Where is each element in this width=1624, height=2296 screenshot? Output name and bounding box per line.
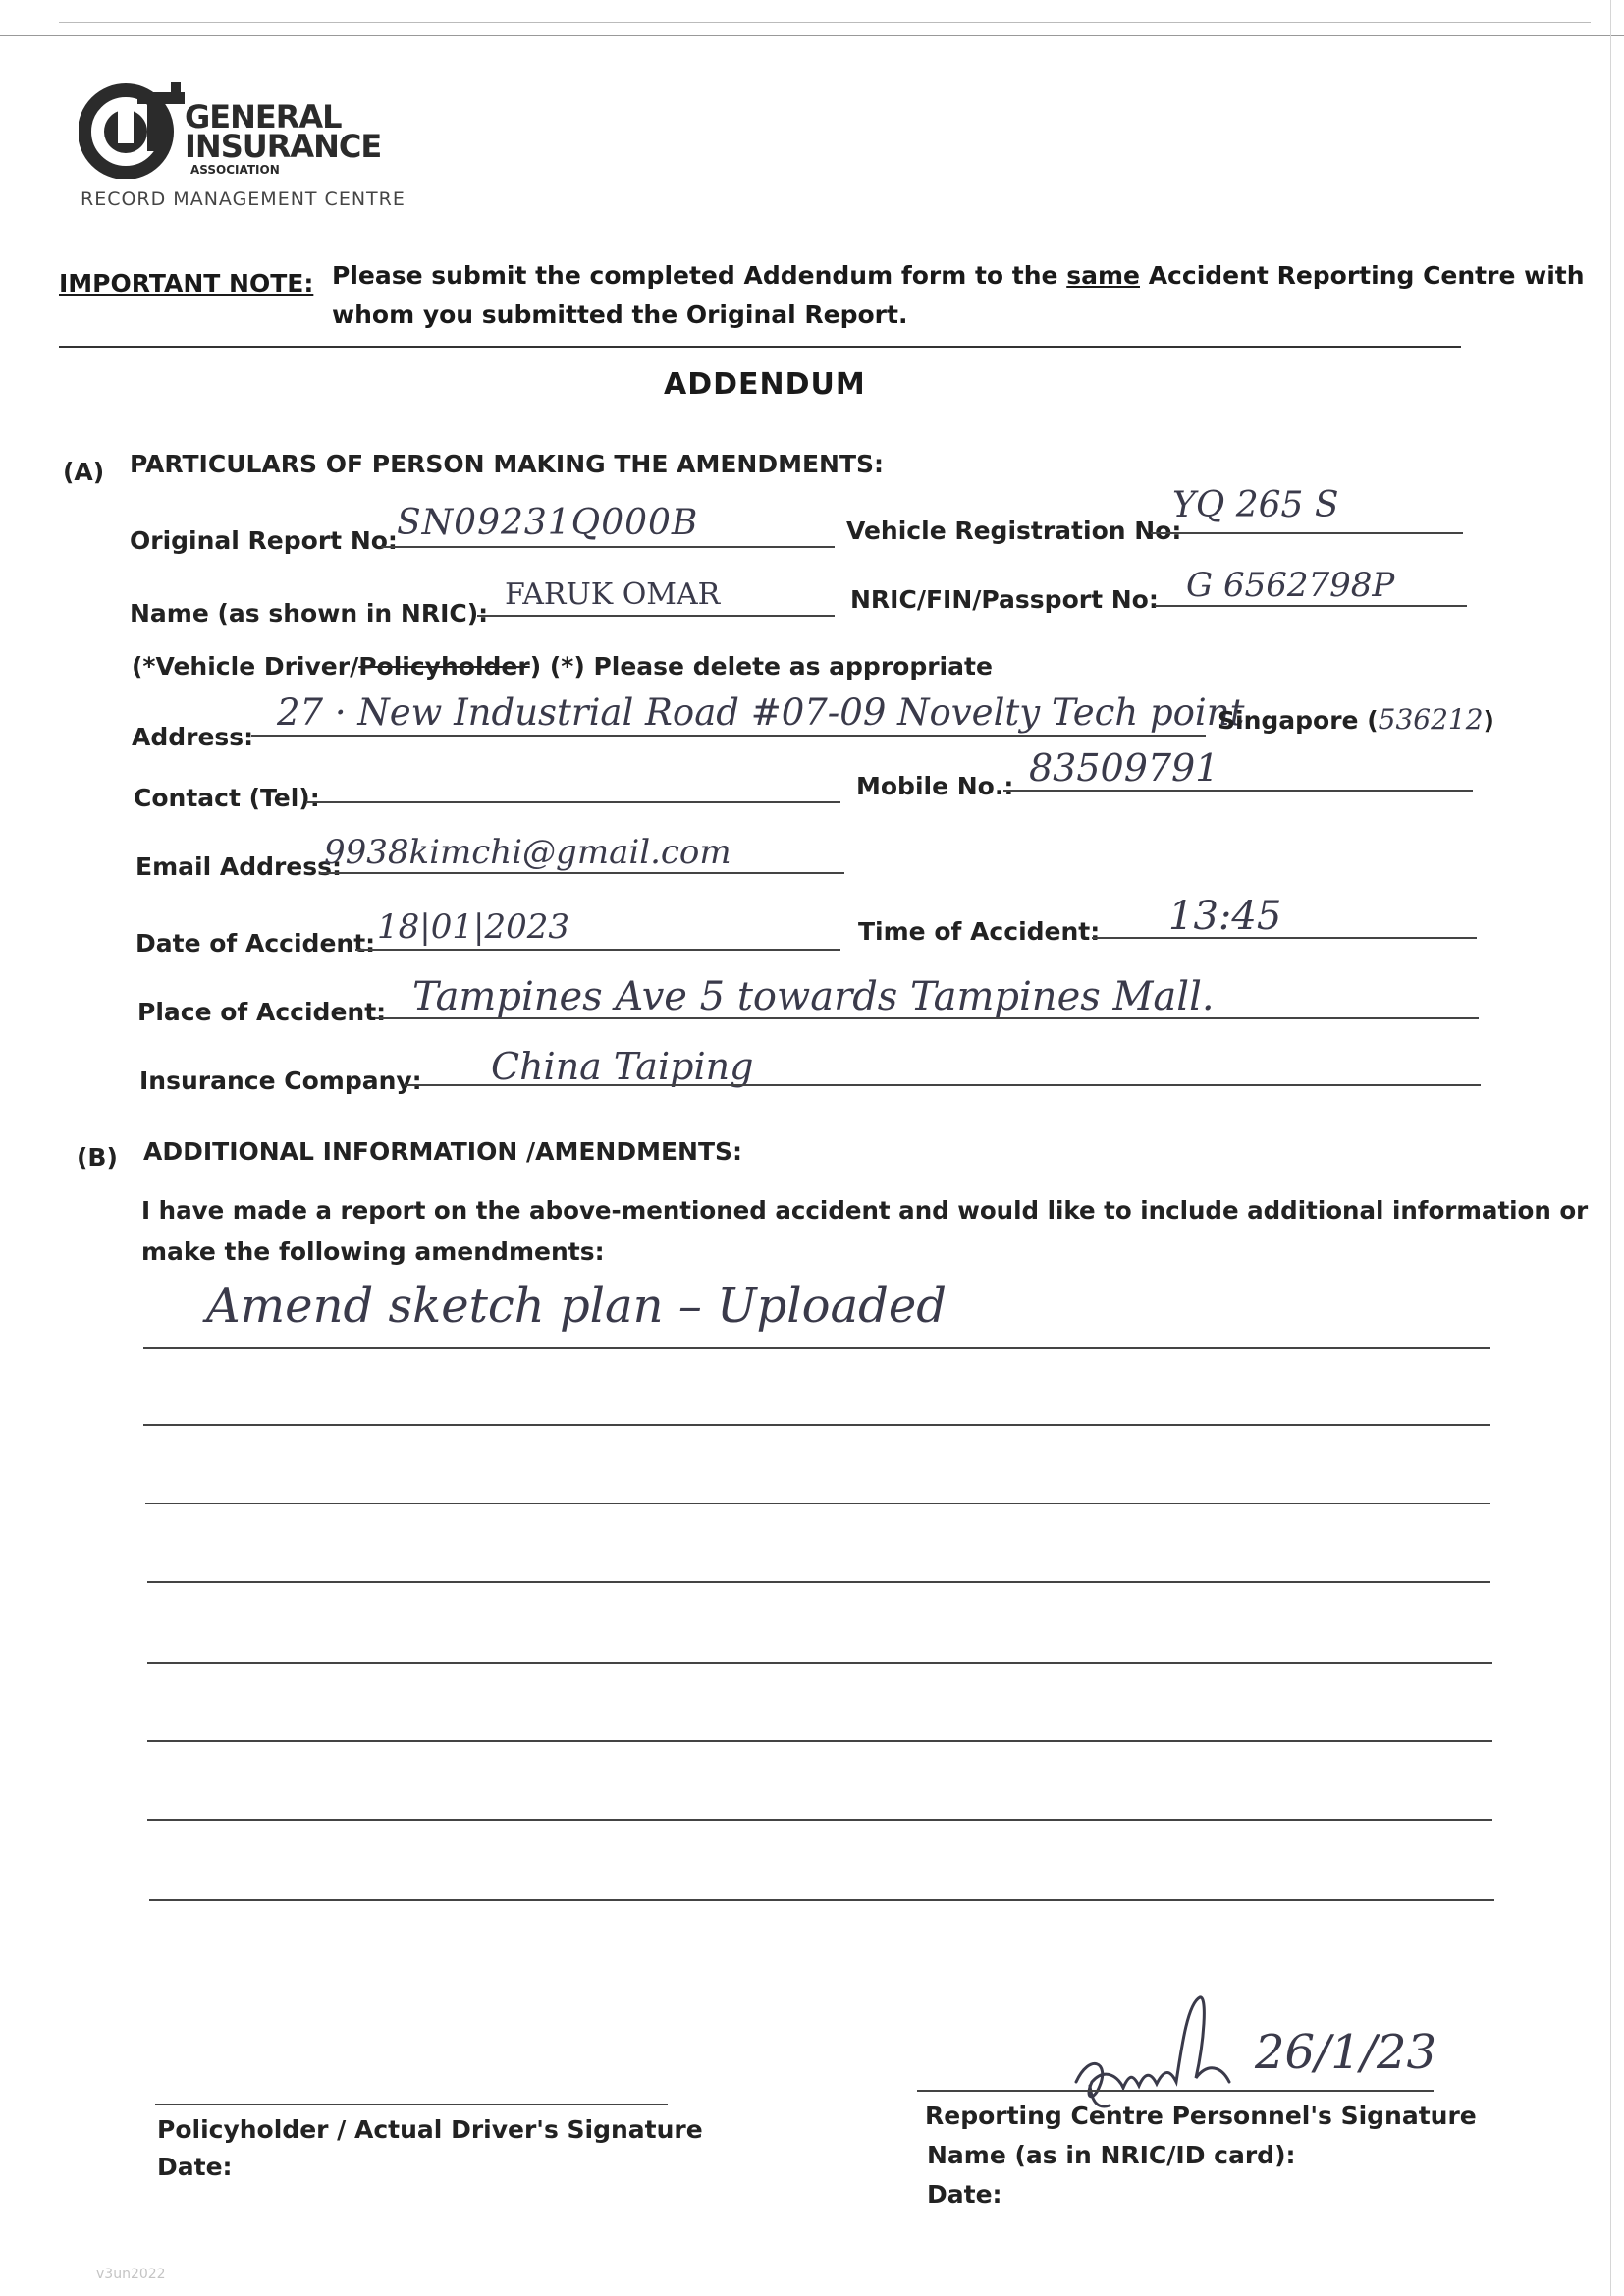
scan-artifact-top-2 (59, 22, 1591, 23)
role-struck: Policyholder (358, 652, 530, 681)
nric-label: NRIC/FIN/Passport No: (850, 585, 1159, 614)
contact-label: Contact (Tel): (134, 784, 320, 812)
logo-line-2: INSURANCE (185, 128, 382, 165)
role-suffix: ) (*) Please delete as appropriate (529, 652, 993, 681)
accident-date-line (355, 949, 840, 951)
note-text-before: Please submit the completed Addendum form to the (332, 261, 1058, 290)
postal-code-value[interactable]: 536212 (1378, 703, 1484, 736)
form-title: ADDENDUM (664, 367, 866, 402)
important-note-text-2: whom you submitted the Original Report. (332, 301, 908, 329)
report-no-label: Original Report No: (130, 526, 398, 555)
section-a-marker: (A) (63, 458, 105, 486)
mobile-line (1003, 790, 1473, 792)
vehicle-reg-line (1151, 532, 1463, 534)
note-same-word: same (1066, 261, 1140, 290)
amendment-line (143, 1424, 1490, 1426)
section-a-title: PARTICULARS OF PERSON MAKING THE AMENDMENTS: (130, 450, 885, 478)
email-value[interactable]: 9938kimchi@gmail.com (324, 833, 731, 872)
address-value[interactable]: 27 · New Industrial Road #07-09 Novelty Tech point (277, 691, 1245, 734)
amendment-text[interactable]: Amend sketch plan – Uploaded (206, 1279, 947, 1334)
amendment-line (149, 1899, 1494, 1901)
accident-date-value[interactable]: 18|01|2023 (377, 907, 569, 947)
amendment-line (143, 1347, 1490, 1349)
left-signature-label: Policyholder / Actual Driver's Signature (157, 2115, 703, 2144)
insurance-company-label: Insurance Company: (139, 1066, 422, 1095)
section-b-intro-2: make the following amendments: (141, 1237, 605, 1266)
singapore-close: ) (1483, 706, 1494, 735)
amendment-line (145, 1503, 1490, 1504)
email-label: Email Address: (135, 852, 343, 881)
right-signature-label: Reporting Centre Personnel's Signature (925, 2102, 1477, 2130)
section-b-marker: (B) (77, 1143, 118, 1172)
singapore-label (1218, 703, 1494, 736)
right-name-label: Name (as in NRIC/ID card): (927, 2141, 1296, 2169)
section-b-title: ADDITIONAL INFORMATION /AMENDMENTS: (143, 1137, 743, 1166)
accident-place-label: Place of Accident: (137, 998, 387, 1026)
note-text-after: Accident Reporting Centre with (1148, 261, 1585, 290)
logo-subtitle: RECORD MANAGEMENT CENTRE (81, 189, 406, 210)
accident-date-label: Date of Accident: (135, 929, 376, 957)
scan-artifact-right (1610, 0, 1611, 2296)
vehicle-reg-value[interactable]: YQ 265 S (1172, 485, 1339, 525)
contact-line (306, 801, 840, 803)
important-note-label: IMPORTANT NOTE: (59, 269, 314, 298)
accident-time-line (1092, 937, 1477, 939)
form-version: v3un2022 (96, 2267, 166, 2282)
amendment-line (147, 1662, 1492, 1664)
nric-line (1155, 605, 1467, 607)
name-value[interactable]: FARUK OMAR (505, 577, 721, 612)
logo-line-1: GENERAL (185, 98, 342, 136)
amendment-line (147, 1581, 1490, 1583)
vehicle-reg-label: Vehicle Registration No: (846, 517, 1182, 545)
address-line (251, 735, 1206, 737)
scan-artifact-top (0, 35, 1624, 36)
role-prefix: (*Vehicle Driver/ (132, 652, 359, 681)
accident-place-value[interactable]: Tampines Ave 5 towards Tampines Mall. (412, 974, 1215, 1019)
important-note-text-1 (332, 261, 1585, 290)
name-label: Name (as shown in NRIC): (130, 599, 489, 628)
accident-time-value[interactable]: 13:45 (1168, 894, 1282, 939)
role-note (132, 652, 993, 681)
mobile-value[interactable]: 83509791 (1029, 746, 1219, 790)
insurance-company-value[interactable]: China Taiping (491, 1045, 754, 1088)
email-line (320, 872, 844, 874)
mobile-label: Mobile No.: (856, 772, 1014, 800)
address-label: Address: (132, 723, 254, 751)
right-signature-line (917, 2090, 1434, 2092)
logo-line-3: ASSOCIATION (190, 163, 280, 177)
nric-value[interactable]: G 6562798P (1186, 566, 1395, 605)
report-no-line (381, 546, 835, 548)
section-b-intro-1: I have made a report on the above-mentioned accident and would like to include additional information or (141, 1196, 1589, 1225)
personnel-signature-date: 26/1/23 (1255, 2025, 1437, 2080)
left-date-label: Date: (157, 2153, 233, 2181)
name-line (477, 615, 835, 617)
amendment-line (147, 1819, 1492, 1821)
accident-place-line (375, 1017, 1479, 1019)
gia-logo-emblem (79, 81, 194, 179)
personnel-signature (1070, 1984, 1286, 2111)
singapore-text: Singapore ( (1218, 706, 1379, 735)
accident-time-label: Time of Accident: (858, 917, 1101, 946)
insurance-company-line (405, 1084, 1481, 1086)
left-signature-line (155, 2104, 668, 2105)
report-no-value[interactable]: SN09231Q000B (397, 503, 699, 543)
amendment-line (147, 1740, 1492, 1742)
right-date-label: Date: (927, 2180, 1002, 2209)
note-divider (59, 346, 1461, 348)
